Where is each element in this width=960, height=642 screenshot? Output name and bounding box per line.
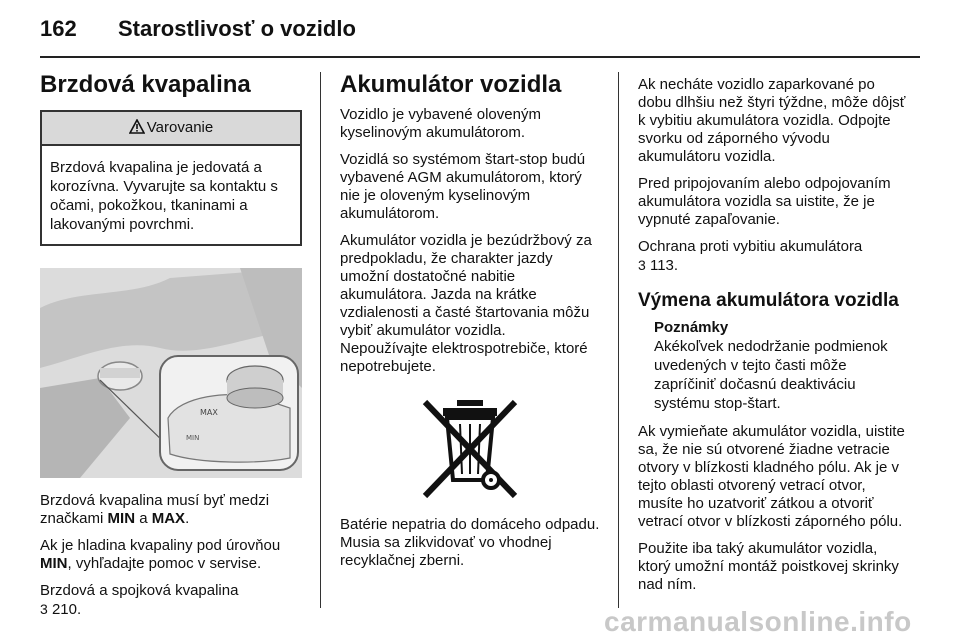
section-title-battery-replacement: Výmena akumulátora vozidla [638, 290, 899, 311]
warning-header [42, 112, 300, 146]
battery-paragraph-5: Batérie nepatria do domáceho odpadu. Musia sa zlikvidovať vo vhodnej recyklačnej zberni. [340, 516, 600, 569]
page-reference[interactable]: 113. [649, 257, 679, 274]
chapter-title: Starostlivosť o vozidlo [118, 16, 356, 41]
crossed-out-bin-icon [415, 394, 525, 504]
page-reference-icon: 3 [40, 601, 48, 617]
battery-cont-paragraph-2: Pred pripojovaním alebo odpojovaním akumulátora vozidla sa uistite, že je vypnuté zapaľovanie. [638, 175, 891, 228]
battery-paragraph-2: Vozidlá so systémom štart-stop budú vybavené AGM akumulátorom, ktorý nie je oloveným kyselinovým akumulátorom. [340, 151, 586, 222]
brake-paragraph-3: Brzdová a spojková kvapalina 3 210. [40, 582, 239, 618]
note-text: Akékoľvek nedodržanie podmienok uvedených v tejto časti môže zapríčiniť dočasnú deaktiváciu systému stop-štart. [654, 338, 888, 412]
min-label: MIN [186, 434, 200, 442]
brake-fluid-reservoir-image [40, 268, 302, 478]
warning-triangle-icon [129, 119, 145, 138]
column-divider [618, 72, 619, 608]
header-divider [40, 56, 920, 58]
column-divider [320, 72, 321, 608]
battery-continued-column [638, 76, 906, 603]
section-title-battery: Akumulátor vozidla [340, 71, 562, 98]
brake-paragraph-2: Ak je hladina kvapaliny pod úrovňou MIN, vyhľadajte pomoc v servise. [40, 537, 281, 572]
warning-text: Brzdová kvapalina je jedovatá a korozívna. Vyvarujte sa kontaktu s očami, pokožkou, tkaninami a lakovanými povrchmi. [50, 159, 278, 233]
battery-column [340, 70, 602, 579]
battery-paragraph-1: Vozidlo je vybavené oloveným kyselinovým akumulátorom. [340, 106, 541, 141]
brake-paragraph-1: Brzdová kvapalina musí byť medzi značkami MIN a MAX. [40, 492, 270, 527]
warning-label: Varovanie [146, 119, 214, 136]
battery-cont-paragraph-4: Ak vymieňate akumulátor vozidla, uistite sa, že nie sú otvorené žiadne vetracie otvory v blízkosti kladného pólu. Ak je v tejto oblasti otvorený vetrací otvor, musíte ho uzatvoriť zátkou a otvoriť vetrací otvor v blízkosti záporného pólu. [638, 423, 905, 530]
page-reference-icon: 3 [638, 257, 646, 273]
battery-cont-paragraph-3: Ochrana proti vybitiu akumulátora 3 113. [638, 238, 863, 274]
section-title-brake-fluid: Brzdová kvapalina [40, 71, 251, 98]
battery-paragraph-3: Akumulátor vozidla je bezúdržbový za predpokladu, že charakter jazdy umožní dostatočné nabitie akumulátora. Jazda na krátke vzdialenosti a časté štartovania môžu vybiť akumulátor vozidla. [340, 232, 592, 339]
max-label: MAX [200, 408, 218, 417]
note-title: Poznámky [654, 319, 729, 336]
warning-box [40, 110, 302, 246]
battery-cont-paragraph-5: Použite iba taký akumulátor vozidla, ktorý umožní montáž poistkovej skrinky nad ním. [638, 540, 899, 593]
page-header [40, 10, 920, 50]
watermark: carmanualsonline.info [604, 606, 912, 637]
brake-fluid-column [40, 70, 302, 628]
note-box [654, 319, 906, 413]
battery-cont-paragraph-1: Ak necháte vozidlo zaparkované po dobu dlhšiu než štyri týždne, môže dôjsť k vybitiu akumulátora vozidla. Odpojte svorku od záporného vývodu akumulátoru vozidla. [638, 76, 906, 165]
battery-paragraph-4: Nepoužívajte elektrospotrebiče, ktoré nepotrebujete. [340, 340, 588, 375]
page-reference[interactable]: 210. [51, 601, 82, 618]
page-number: 162 [40, 16, 77, 41]
